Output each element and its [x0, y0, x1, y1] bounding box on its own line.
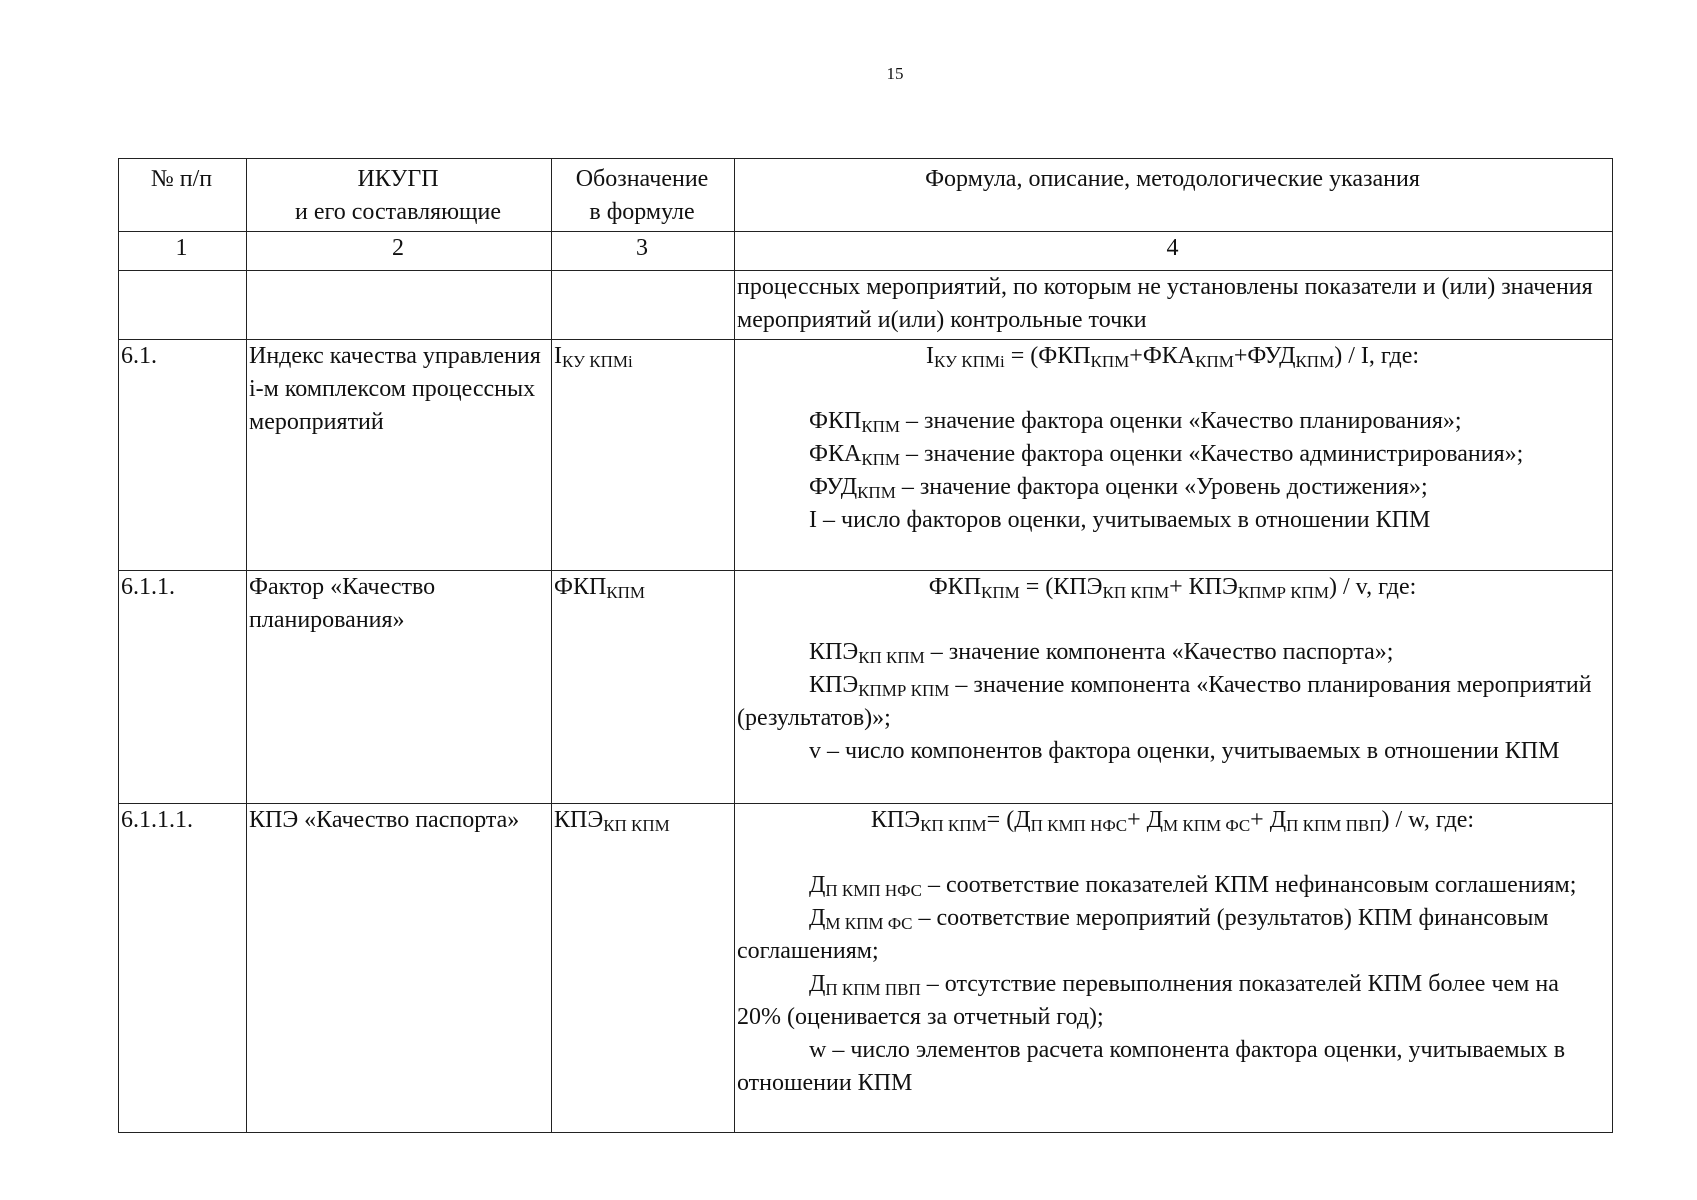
row-name: Фактор «Качество планирования» [247, 571, 552, 804]
formula-part: +ФУД [1233, 343, 1296, 369]
formula-line [737, 340, 1608, 373]
desc-text: – соответствие мероприятий (результатов) КПМ финансовым соглашениям; [737, 905, 1549, 964]
header-symbol-line2: в формуле [589, 199, 695, 225]
formula-line [737, 571, 1608, 604]
row-name: Индекс качества управления i-м комплексом процессных мероприятий [247, 340, 552, 571]
formula-part: ) / w, где: [1381, 807, 1475, 833]
description-item [737, 1034, 1608, 1100]
desc-text: – значение фактора оценки «Уровень достижения»; [895, 474, 1428, 500]
desc-sub: П КМП НФС [825, 881, 922, 900]
symbol-sub: КУ КПМi [562, 352, 633, 371]
column-number: 2 [247, 232, 552, 271]
table-row [119, 804, 1613, 1133]
symbol-base: КПЭ [554, 807, 604, 833]
row-description: процессных мероприятий, по которым не установлены показатели и (или) значения мероприятий и(или) контрольные точки [735, 271, 1613, 340]
desc-term: v [809, 738, 821, 764]
desc-text: – отсутствие перевыполнения показателей КПМ более чем на 20% (оценивается за отчетный год); [737, 971, 1559, 1030]
column-number: 1 [119, 232, 247, 271]
desc-term: Д [809, 971, 826, 997]
table-row [119, 571, 1613, 804]
row-symbol [552, 340, 735, 571]
row-number: 6.1. [119, 340, 247, 571]
row-formula-cell [735, 804, 1613, 1133]
header-indicator-line2: и его составляющие [294, 199, 501, 225]
desc-term: ФКА [809, 441, 862, 467]
row-number-cell [119, 271, 247, 340]
desc-term: Д [809, 905, 826, 931]
row-number: 6.1.1. [119, 571, 247, 804]
desc-term: ФКП [809, 408, 862, 434]
desc-sub: КПМ [861, 450, 901, 469]
formula-part: = ( [986, 807, 1015, 833]
formula-part: ФКП [1038, 343, 1091, 369]
formula-part: + КПЭ [1169, 574, 1238, 600]
column-number-row [119, 232, 1613, 271]
desc-sub: КП КПМ [858, 648, 925, 667]
header-symbol [552, 159, 735, 232]
desc-sub: КПМ [861, 417, 901, 436]
row-formula-cell [735, 340, 1613, 571]
description-item [737, 669, 1608, 735]
desc-term: КПЭ [809, 639, 859, 665]
formula-sub: П КМП НФС [1030, 816, 1128, 835]
page-number: 15 [886, 64, 904, 83]
description-item [737, 902, 1608, 968]
formula-part: +ФКА [1129, 343, 1196, 369]
table-row [119, 340, 1613, 571]
desc-sub: М КПМ ФС [825, 914, 913, 933]
desc-text: – значение фактора оценки «Качество планирования»; [900, 408, 1462, 434]
header-indicator [247, 159, 552, 232]
table-row [119, 271, 1613, 340]
desc-text: – соответствие показателей КПМ нефинансовым соглашениям; [921, 872, 1577, 898]
formula-sub: КПМР КПМ [1237, 583, 1329, 602]
header-symbol-line1: Обозначение [575, 166, 709, 192]
desc-text: – значение компонента «Качество паспорта»; [924, 639, 1394, 665]
formula-sub: КПМ [981, 583, 1020, 602]
formula-sub: КПМ [1090, 352, 1130, 371]
desc-text: – число факторов оценки, учитываемых в отношении КПМ [817, 507, 1431, 533]
description-item [737, 504, 1608, 537]
row-symbol [552, 804, 735, 1133]
formula-sub: КП КПМ [1102, 583, 1170, 602]
symbol-sub: КПМ [606, 583, 646, 602]
symbol-sub: КП КПМ [603, 816, 670, 835]
description-item [737, 735, 1608, 768]
column-number: 3 [552, 232, 735, 271]
formula-part: ФКП [928, 574, 982, 600]
desc-term: I [809, 507, 817, 533]
desc-term: ФУД [809, 474, 858, 500]
description-item [737, 471, 1608, 504]
desc-sub: П КПМ ПВП [825, 980, 921, 999]
desc-text: – число элементов расчета компонента фактора оценки, учитываемых в отношении КПМ [737, 1037, 1566, 1096]
formula-part: Д [1014, 807, 1031, 833]
description-item [737, 869, 1608, 902]
description-item [737, 405, 1608, 438]
row-name-cell [247, 271, 552, 340]
desc-sub: КПМ [857, 483, 896, 502]
formula-sub: М КПМ ФС [1163, 816, 1251, 835]
formula-part: I [925, 343, 934, 369]
header-indicator-line1: ИКУГП [357, 166, 439, 192]
row-symbol-cell [552, 271, 735, 340]
formula-sub: КУ КПМi [933, 352, 1005, 371]
formula-sub: П КПМ ПВП [1286, 816, 1382, 835]
description-item [737, 438, 1608, 471]
desc-sub: КПМР КПМ [858, 681, 950, 700]
formula-part: = ( [1004, 343, 1039, 369]
row-symbol [552, 571, 735, 804]
formula-part: + Д [1250, 807, 1287, 833]
formula-line [737, 804, 1608, 837]
formula-sub: КПМ [1195, 352, 1234, 371]
row-name: КПЭ «Качество паспорта» [247, 804, 552, 1133]
formula-part: ) / I, где: [1334, 343, 1420, 369]
header-formula: Формула, описание, методологические указания [735, 159, 1613, 232]
indicator-table [118, 158, 1613, 1133]
formula-part: = ( [1019, 574, 1054, 600]
symbol-base: I [554, 343, 562, 369]
description-item [737, 636, 1608, 669]
row-formula-cell [735, 571, 1613, 804]
desc-term: Д [809, 872, 826, 898]
desc-text: – значение компонента «Качество планирования мероприятий (результатов)»; [737, 672, 1592, 731]
desc-text: – число компонентов фактора оценки, учитываемых в отношении КПМ [821, 738, 1560, 764]
symbol-base: ФКП [554, 574, 607, 600]
row-number: 6.1.1.1. [119, 804, 247, 1133]
header-number: № п/п [119, 159, 247, 232]
formula-part: КПЭ [1053, 574, 1103, 600]
desc-term: w [809, 1037, 827, 1063]
formula-part: + Д [1127, 807, 1164, 833]
formula-sub: КП КПМ [920, 816, 987, 835]
formula-part: КПЭ [870, 807, 921, 833]
desc-term: КПЭ [809, 672, 859, 698]
column-number: 4 [735, 232, 1613, 271]
formula-part: ) / v, где: [1328, 574, 1417, 600]
formula-sub: КПМ [1295, 352, 1335, 371]
description-item [737, 968, 1608, 1034]
desc-text: – значение фактора оценки «Качество администрирования»; [900, 441, 1524, 467]
table-header-row [119, 159, 1613, 232]
